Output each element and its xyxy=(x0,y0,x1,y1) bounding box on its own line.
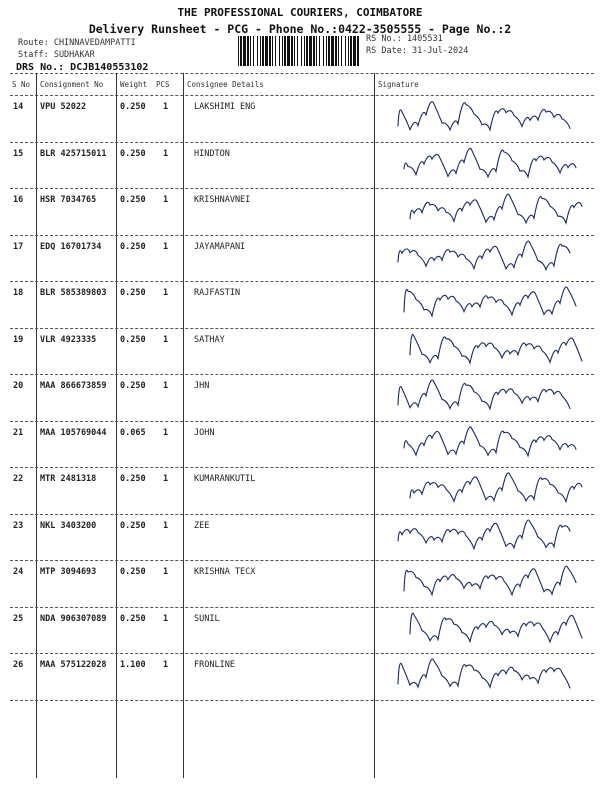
column-header-consignment: Consignment No xyxy=(40,80,104,89)
cell-sno: 22 xyxy=(13,474,24,484)
signature-image xyxy=(378,331,596,371)
row-separator xyxy=(10,421,594,422)
cell-consignee: HINDTON xyxy=(194,148,230,159)
cell-consignee: SATHAY xyxy=(194,334,225,345)
row-separator xyxy=(10,514,594,515)
cell-cn: HSR 7034765 xyxy=(40,195,97,205)
column-header-weight: Weight xyxy=(120,80,148,89)
row-separator xyxy=(10,374,594,375)
cell-sno: 17 xyxy=(13,241,24,252)
cell-cn: MAA 575122028 xyxy=(40,660,107,670)
cell-weight: 0.065 xyxy=(120,427,146,438)
row-separator xyxy=(10,560,594,561)
cell-weight: 0.250 xyxy=(120,148,146,159)
cell-cn: EDQ 16701734 xyxy=(40,241,102,252)
column-divider xyxy=(374,73,375,778)
cell-pcs: 1 xyxy=(163,427,169,438)
signature-image xyxy=(378,517,596,557)
cell-pcs: 1 xyxy=(163,241,169,252)
cell-weight: 0.250 xyxy=(120,381,146,391)
cell-consignee: KUMARANKUTIL xyxy=(194,474,256,484)
cell-weight: 1.100 xyxy=(120,660,146,670)
cell-pcs: 1 xyxy=(163,195,169,205)
column-divider xyxy=(116,73,117,778)
cell-pcs: 1 xyxy=(163,660,169,670)
staff-label: Staff: SUDHAKAR xyxy=(18,50,95,60)
signature-image xyxy=(378,191,596,231)
signature-image xyxy=(378,563,596,603)
drs-number: DRS No.: DCJB140553102 xyxy=(16,62,149,73)
cell-consignee: SUNIL xyxy=(194,613,220,624)
cell-pcs: 1 xyxy=(163,102,169,112)
cell-weight: 0.250 xyxy=(120,520,146,531)
column-divider xyxy=(183,73,184,778)
signature-image xyxy=(378,656,596,696)
cell-sno: 25 xyxy=(13,613,24,624)
row-separator xyxy=(10,467,594,468)
row-separator xyxy=(10,328,594,329)
cell-cn: MTR 2481318 xyxy=(40,474,97,484)
rs-date: RS Date: 31-Jul-2024 xyxy=(366,46,469,56)
cell-pcs: 1 xyxy=(163,148,169,159)
table-top-rule xyxy=(10,73,594,74)
cell-cn: VLR 4923335 xyxy=(40,334,97,345)
column-header-sno: S No xyxy=(12,80,31,89)
cell-consignee: KRISHNA TECX xyxy=(194,567,256,577)
cell-sno: 18 xyxy=(13,288,24,298)
route-label: Route: CHINNAVEDAMPATTI xyxy=(18,38,136,48)
cell-sno: 26 xyxy=(13,660,24,670)
runsheet-subtitle: Delivery Runsheet - PCG - Phone No.:0422-3505555 - Page No.:2 xyxy=(88,22,512,36)
cell-pcs: 1 xyxy=(163,474,169,484)
cell-weight: 0.250 xyxy=(120,241,146,252)
signature-image xyxy=(378,610,596,650)
cell-sno: 19 xyxy=(13,334,24,345)
cell-consignee: ZEE xyxy=(194,520,210,531)
signature-image xyxy=(378,98,596,138)
row-separator xyxy=(10,188,594,189)
cell-weight: 0.250 xyxy=(120,613,146,624)
cell-cn: MTP 3094693 xyxy=(40,567,97,577)
cell-cn: MAA 105769044 xyxy=(40,427,107,438)
cell-sno: 14 xyxy=(13,102,24,112)
cell-cn: BLR 425715011 xyxy=(40,148,107,159)
column-divider xyxy=(36,73,37,778)
cell-sno: 15 xyxy=(13,148,24,159)
row-separator xyxy=(10,281,594,282)
row-separator xyxy=(10,653,594,654)
cell-pcs: 1 xyxy=(163,381,169,391)
cell-sno: 23 xyxy=(13,520,24,531)
signature-image xyxy=(378,284,596,324)
column-header-consignee: Consignee Details xyxy=(187,80,264,89)
cell-pcs: 1 xyxy=(163,567,169,577)
cell-pcs: 1 xyxy=(163,334,169,345)
cell-consignee: LAKSHIMI ENG xyxy=(194,102,256,112)
cell-consignee: JHN xyxy=(194,381,210,391)
cell-weight: 0.250 xyxy=(120,102,146,112)
cell-pcs: 1 xyxy=(163,520,169,531)
cell-cn: BLR 585389803 xyxy=(40,288,107,298)
signature-image xyxy=(378,424,596,464)
cell-cn: VPU 52022 xyxy=(40,102,87,112)
cell-consignee: JAYAMAPANI xyxy=(194,241,246,252)
column-header-signature: Signature xyxy=(378,80,419,89)
cell-sno: 21 xyxy=(13,427,24,438)
cell-cn: MAA 866673859 xyxy=(40,381,107,391)
signature-image xyxy=(378,238,596,278)
rs-number: RS No.: 1405531 xyxy=(366,34,443,44)
cell-consignee: KRISHNAVNEI xyxy=(194,195,251,205)
cell-weight: 0.250 xyxy=(120,474,146,484)
cell-sno: 24 xyxy=(13,567,24,577)
company-title: THE PROFESSIONAL COURIERS, COIMBATORE xyxy=(177,6,423,19)
cell-consignee: RAJFASTIN xyxy=(194,288,241,298)
signature-image xyxy=(378,470,596,510)
row-separator xyxy=(10,142,594,143)
table-header-rule xyxy=(10,95,594,96)
cell-consignee: FRONLINE xyxy=(194,660,235,670)
barcode-image xyxy=(238,36,360,66)
row-separator xyxy=(10,700,594,701)
cell-cn: NDA 906307089 xyxy=(40,613,107,624)
cell-weight: 0.250 xyxy=(120,288,146,298)
cell-cn: NKL 3403200 xyxy=(40,520,97,531)
signature-image xyxy=(378,145,596,185)
row-separator xyxy=(10,235,594,236)
cell-weight: 0.250 xyxy=(120,334,146,345)
cell-sno: 20 xyxy=(13,381,24,391)
column-header-pcs: PCS xyxy=(156,80,170,89)
signature-image xyxy=(378,377,596,417)
cell-consignee: JOHN xyxy=(194,427,215,438)
row-separator xyxy=(10,607,594,608)
cell-sno: 16 xyxy=(13,195,24,205)
cell-weight: 0.250 xyxy=(120,195,146,205)
cell-weight: 0.250 xyxy=(120,567,146,577)
cell-pcs: 1 xyxy=(163,613,169,624)
cell-pcs: 1 xyxy=(163,288,169,298)
